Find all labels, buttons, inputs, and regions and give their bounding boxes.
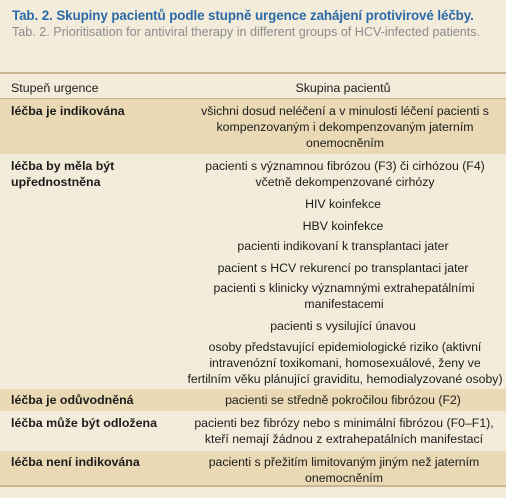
urgency-cell: léčba není indikována: [11, 455, 140, 469]
urgency-cell: léčba může být odložena: [11, 416, 157, 430]
header-patient-group: Skupina pacientů: [295, 81, 391, 95]
group-cell: všichni dosud neléčení a v minulosti léčení pacienti s kompenzovaným i dekompenzovaným jaterním onemocněním: [201, 104, 489, 150]
group-cell: pacienti se středně pokročilou fibrózou (F2): [225, 393, 461, 407]
group-cell: pacienti s klinicky významnými extrahepatálními manifestacemi: [213, 281, 475, 311]
group-cell: pacienti s vysilující únavou: [270, 319, 416, 333]
group-cell: pacienti indikovaní k transplantaci jater: [237, 239, 449, 253]
table-header: [0, 78, 506, 98]
group-cell: osoby představující epidemiologické riziko (aktivní intravenózní toxikomani, homosexuálové, ženy ve fertilním věku plánující graviditu, hemodialyzované osoby): [187, 340, 503, 386]
caption-title-czech: Tab. 2. Skupiny pacientů podle stupně urgence zahájení protivirové léčby.: [12, 8, 474, 23]
urgency-cell: léčba je odůvodněná: [11, 393, 134, 407]
table-caption: [0, 0, 506, 40]
header-urgency: Stupeň urgence: [11, 81, 99, 95]
urgency-cell: léčba by měla být upřednostněna: [11, 159, 115, 189]
table-bottom-rule: [0, 485, 506, 487]
group-cell: pacienti bez fibrózy nebo s minimální fibrózou (F0–F1), kteří nemají žádnou z extrahepatálních manifestací: [194, 416, 494, 446]
group-cell: pacient s HCV rekurencí po transplantaci jater: [217, 261, 469, 275]
group-cell: pacienti s přežitím limitovaným jiným než jaterním onemocněním: [208, 455, 480, 485]
group-cell: HBV koinfekce: [302, 219, 384, 233]
table-row: [0, 99, 506, 154]
caption-title-english: Tab. 2. Prioritisation for antiviral therapy in different groups of HCV-infected patients.: [12, 25, 481, 39]
group-cell: HIV koinfekce: [305, 197, 381, 211]
table-row: [0, 451, 506, 485]
table-row: [0, 389, 506, 411]
table-row: [0, 154, 506, 389]
group-cell: pacienti s významnou fibrózou (F3) či cirhózou (F4) včetně dekompenzované cirhózy: [205, 159, 485, 189]
table-top-rule: [0, 72, 506, 74]
table-row: [0, 411, 506, 451]
urgency-cell: léčba je indikována: [11, 104, 125, 118]
